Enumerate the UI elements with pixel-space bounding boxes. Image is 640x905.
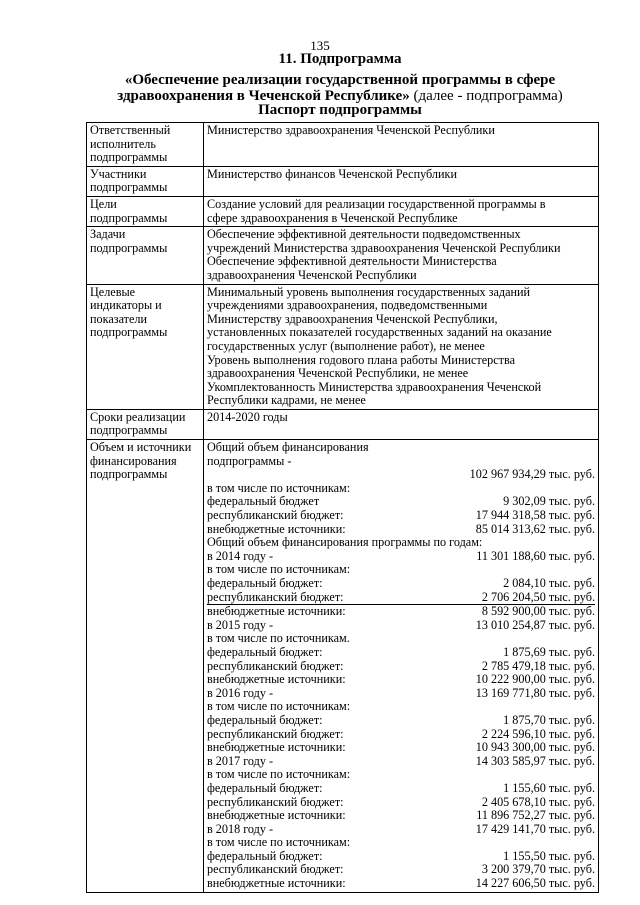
year-item: [207, 809, 595, 823]
value-tasks: [204, 227, 599, 284]
label-line: подпрограммы: [90, 467, 168, 482]
label-line: подпрограммы: [90, 423, 168, 438]
value-participants: [204, 166, 599, 196]
item-amount: 2 706 204,50 тыс. руб.: [481, 589, 595, 604]
item-amount: 2 084,10 тыс. руб.: [503, 576, 595, 590]
year-row: [207, 550, 595, 564]
item-amount: 1 155,60 тыс. руб.: [503, 780, 595, 795]
label-terms: [87, 409, 204, 439]
label-line: Объем и источники: [90, 440, 192, 455]
subprogram-title-note: (далее - подпрограмма): [409, 88, 563, 104]
year-item: [207, 728, 595, 742]
value-line: Обеспечение эффективной деятельности Министерства: [207, 254, 497, 269]
value-line: Обеспечение эффективной деятельности подведомственных: [207, 227, 521, 242]
item-label: республиканский бюджет:: [207, 862, 344, 877]
item-amount: 8 592 900,00 тыс. руб.: [481, 604, 595, 619]
value-line: Республики кадрами, не менее: [207, 393, 366, 408]
year-label: в 2016 году -: [207, 685, 274, 700]
breakdown-amount: 17 944 318,58 тыс. руб.: [475, 508, 595, 523]
row-financing: [87, 440, 599, 893]
label-line: Целевые: [90, 284, 136, 299]
value-line: установленных показателей государственных заданий на оказание: [207, 325, 552, 340]
year-item: [207, 605, 595, 619]
year-item: [207, 796, 595, 810]
value-line: здравоохранения Чеченской Республики, не менее: [207, 366, 469, 381]
value-line: учреждениями здравоохранения, подведомственными: [207, 298, 488, 313]
breakdown-label: федеральный бюджет: [207, 494, 320, 509]
item-label: республиканский бюджет:: [207, 658, 344, 673]
year-item: [207, 591, 595, 606]
year-intro: в том числе по источникам:: [207, 767, 351, 782]
label-line: показатели: [90, 311, 148, 326]
label-indicators: [87, 284, 204, 409]
item-label: федеральный бюджет:: [207, 780, 323, 795]
total-label: подпрограммы -: [207, 453, 292, 468]
label-line: Цели: [90, 196, 117, 211]
year-item: [207, 673, 595, 687]
item-amount: 3 200 379,70 тыс. руб.: [481, 862, 595, 877]
year-item: [207, 741, 595, 755]
item-amount: 14 227 606,50 тыс. руб.: [475, 876, 595, 891]
label-executor: [87, 123, 204, 167]
label-tasks: [87, 227, 204, 284]
year-row: [207, 619, 595, 633]
year-total: 17 429 141,70 тыс. руб.: [475, 821, 595, 836]
year-label: в 2015 году -: [207, 617, 274, 632]
breakdown-row: [207, 523, 595, 537]
item-amount: 1 155,50 тыс. руб.: [503, 848, 595, 863]
value-line: Министерство финансов Чеченской Республики: [207, 166, 457, 181]
year-label: в 2018 году -: [207, 821, 274, 836]
passport-heading: Паспорт подпрограммы: [258, 102, 422, 118]
row-indicators: [87, 284, 599, 409]
label-goals: [87, 196, 204, 226]
item-label: республиканский бюджет:: [207, 794, 344, 809]
year-item: [207, 646, 595, 660]
label-line: подпрограммы: [90, 240, 168, 255]
item-label: внебюджетные источники:: [207, 808, 346, 823]
value-line: учреждений Министерства здравоохранения Чеченской Республики: [207, 240, 561, 255]
item-amount: 2 405 678,10 тыс. руб.: [481, 794, 595, 809]
section-heading: 11. Подпрограмма: [278, 51, 402, 67]
year-total: 13 010 254,87 тыс. руб.: [475, 617, 595, 632]
year-item: [207, 782, 595, 796]
value-executor: [204, 123, 599, 167]
year-item: [207, 660, 595, 674]
item-label: внебюджетные источники:: [207, 604, 346, 619]
value-line: Министерству здравоохранения Чеченской Республики,: [207, 311, 498, 326]
label-line: финансирования: [90, 453, 177, 468]
label-participants: [87, 166, 204, 196]
label-line: подпрограммы: [90, 210, 168, 225]
item-label: федеральный бюджет:: [207, 644, 323, 659]
year-item: [207, 850, 595, 864]
item-label: республиканский бюджет:: [207, 726, 344, 741]
breakdown-amount: 9 302,09 тыс. руб.: [503, 494, 595, 509]
year-total: 11 301 188,60 тыс. руб.: [476, 548, 595, 563]
year-item: [207, 714, 595, 728]
item-label: федеральный бюджет:: [207, 848, 323, 863]
year-intro: в том числе по источникам:: [207, 835, 351, 850]
year-row: [207, 687, 595, 701]
year-total: 13 169 771,80 тыс. руб.: [475, 685, 595, 700]
row-participants: [87, 166, 599, 196]
value-line: Минимальный уровень выполнения государственных заданий: [207, 284, 531, 299]
item-label: республиканский бюджет:: [207, 589, 344, 604]
item-amount: 11 896 752,27 тыс. руб.: [476, 808, 595, 823]
total-label: Общий объем финансирования: [207, 440, 369, 455]
label-line: подпрограммы: [90, 180, 168, 195]
breakdown-row: [207, 495, 595, 509]
breakdown-label: республиканский бюджет:: [207, 508, 344, 523]
year-row: [207, 755, 595, 769]
value-line: Уровень выполнения годового плана работы Министерства: [207, 352, 515, 367]
value-terms: [204, 409, 599, 439]
year-intro: в том числе по источникам:: [207, 699, 351, 714]
breakdown-row: [207, 509, 595, 523]
label-line: Сроки реализации: [90, 409, 186, 424]
label-line: Задачи: [90, 227, 126, 242]
label-line: Ответственный: [90, 123, 171, 137]
row-executor: [87, 123, 599, 167]
label-line: Участники: [90, 166, 147, 181]
item-amount: 1 875,70 тыс. руб.: [503, 712, 595, 727]
value-financing: [204, 440, 599, 893]
year-label: в 2014 году -: [207, 548, 274, 563]
year-intro: в том числе по источникам.: [207, 631, 350, 646]
subprogram-title-bold: «Обеспечение реализации государственной программы в сфере здравоохранения в Чеченской Республике»: [117, 72, 556, 104]
year-intro: в том числе по источникам:: [207, 562, 351, 577]
value-line: Создание условий для реализации государственной программы в: [207, 196, 546, 211]
by-years-label: Общий объем финансирования программы по годам:: [207, 535, 483, 550]
item-label: внебюджетные источники:: [207, 740, 346, 755]
item-amount: 10 222 900,00 тыс. руб.: [475, 672, 595, 687]
label-line: индикаторы и: [90, 298, 162, 313]
year-item: [207, 863, 595, 877]
year-total: 14 303 585,97 тыс. руб.: [475, 753, 595, 768]
passport-table: [86, 122, 599, 893]
value-line: Министерство здравоохранения Чеченской Республики: [207, 123, 495, 137]
breakdown-amount: 85 014 313,62 тыс. руб.: [475, 521, 595, 536]
value-line: сфере здравоохранения в Чеченской Республике: [207, 210, 458, 225]
label-line: подпрограммы: [90, 150, 168, 165]
label-line: исполнитель: [90, 136, 156, 151]
page-number: 135: [310, 38, 330, 53]
total-amount: 102 967 934,29 тыс. руб.: [469, 467, 595, 482]
subprogram-title: [80, 72, 600, 104]
label-line: подпрограммы: [90, 325, 168, 340]
year-item: [207, 577, 595, 591]
item-amount: 1 875,69 тыс. руб.: [503, 644, 595, 659]
value-indicators: [204, 284, 599, 409]
row-tasks: [87, 227, 599, 284]
value-goals: [204, 196, 599, 226]
year-row: [207, 823, 595, 837]
row-goals: [87, 196, 599, 226]
year-label: в 2017 году -: [207, 753, 274, 768]
value-line: 2014-2020 годы: [207, 409, 288, 424]
item-amount: 2 785 479,18 тыс. руб.: [481, 658, 595, 673]
year-item: [207, 877, 595, 891]
label-financing: [87, 440, 204, 893]
item-amount: 10 943 300,00 тыс. руб.: [475, 740, 595, 755]
value-line: государственных услуг (выполнение работ), не менее: [207, 338, 485, 353]
row-terms: [87, 409, 599, 439]
item-label: внебюджетные источники:: [207, 876, 346, 891]
item-amount: 2 224 596,10 тыс. руб.: [481, 726, 595, 741]
item-label: федеральный бюджет:: [207, 576, 323, 590]
value-line: здравоохранения Чеченской Республики: [207, 267, 417, 282]
breakdown-label: внебюджетные источники:: [207, 521, 346, 536]
item-label: федеральный бюджет:: [207, 712, 323, 727]
sources-intro: в том числе по источникам:: [207, 480, 351, 495]
value-line: Укомплектованность Министерства здравоохранения Чеченской: [207, 379, 542, 394]
item-label: внебюджетные источники:: [207, 672, 346, 687]
